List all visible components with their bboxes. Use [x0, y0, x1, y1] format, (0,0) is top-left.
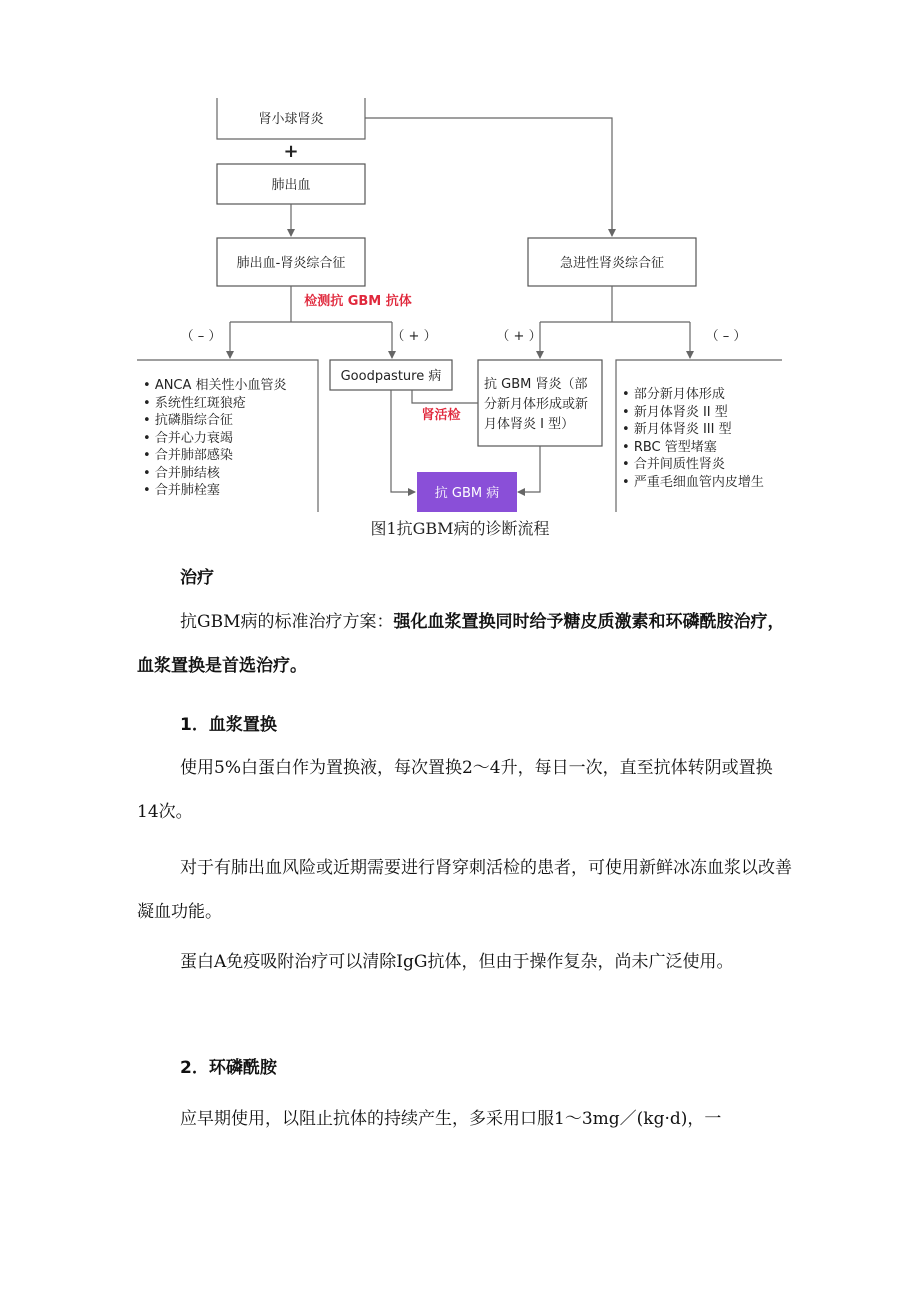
arrow-goodpasture-to-disease: [391, 390, 415, 492]
right-differential-list: [622, 386, 764, 491]
diagnosis-flowchart: [0, 0, 920, 520]
list-item: • 合并心力衰竭: [143, 430, 287, 448]
treatment-heading: 治疗: [180, 568, 214, 588]
section2-paragraph-1: 应早期使用，以阻止抗体的持续产生，多采用口服1～3mg／(kg·d)，一: [180, 1109, 722, 1129]
detect-antibody-label: 检测抗 GBM 抗体: [304, 294, 412, 309]
rpgn-negative-label: （ – ）: [705, 329, 747, 344]
figure-caption: 图1抗GBM病的诊断流程: [370, 519, 550, 538]
section1-paragraph-2: 对于有肺出血风险或近期需要进行肾穿刺活检的患者，可使用新鲜冰冻血浆以改善凝血功能。: [137, 858, 792, 922]
renal-biopsy-label: 肾活检: [421, 408, 461, 423]
goodpasture-label: Goodpasture 病: [340, 369, 442, 384]
section1-paragraph-3: 蛋白A免疫吸附治疗可以清除IgG抗体，但由于操作复杂，尚未广泛使用。: [180, 952, 734, 972]
rpgn-label: 急进性肾炎综合征: [559, 256, 665, 271]
list-item: • ANCA 相关性小血管炎: [143, 377, 287, 395]
plus-sign: +: [283, 141, 299, 162]
list-item: • 合并肺部感染: [143, 447, 287, 465]
list-item: • 抗磷脂综合征: [143, 412, 287, 430]
list-item: • 严重毛细血管内皮增生: [622, 474, 764, 492]
anti-gbm-nephritis-line-2: 分新月体形成或新: [484, 397, 589, 412]
rpgn-positive-label: （ + ）: [496, 329, 542, 344]
prs-negative-label: （ – ）: [180, 329, 222, 344]
section2-heading: 2．环磷酰胺: [180, 1058, 277, 1078]
list-item: • 新月体肾炎 III 型: [622, 421, 764, 439]
standard-treatment-paragraph: [137, 600, 792, 688]
connector-glomerulo-rpgn: [365, 118, 612, 230]
anti-gbm-nephritis-line-3: 月体肾炎 I 型）: [484, 417, 575, 432]
arrow-nephritis-to-disease: [518, 446, 540, 492]
list-item: • 合并肺栓塞: [143, 482, 287, 500]
anti-gbm-disease-label: 抗 GBM 病: [434, 486, 500, 501]
anti-gbm-nephritis-line-1: 抗 GBM 肾炎（部: [484, 377, 588, 392]
prs-positive-label: （ + ）: [391, 329, 437, 344]
rpgn-branch: [540, 286, 690, 322]
section1-paragraph-1: 使用5%白蛋白作为置换液，每次置换2～4升，每日一次，直至抗体转阴或置换14次。: [137, 758, 773, 822]
list-item: • 新月体肾炎 II 型: [622, 404, 764, 422]
biopsy-connector: [412, 390, 478, 403]
list-item: • 系统性红斑狼疮: [143, 395, 287, 413]
pulmonary-renal-syndrome-label: 肺出血-肾炎综合征: [236, 256, 346, 271]
list-item: • RBC 管型堵塞: [622, 439, 764, 457]
glomerulonephritis-label: 肾小球肾炎: [258, 112, 324, 127]
pulmonary-hemorrhage-label: 肺出血: [271, 178, 311, 193]
standard-intro: 抗GBM病的标准治疗方案：: [180, 612, 394, 632]
list-item: • 部分新月体形成: [622, 386, 764, 404]
list-item: • 合并肺结核: [143, 465, 287, 483]
left-differential-list: [143, 377, 287, 500]
list-item: • 合并间质性肾炎: [622, 456, 764, 474]
standard-bold: 强化血浆置换同时给予糖皮质激素和环磷酰胺治疗，血浆置换是首选治疗。: [137, 612, 785, 676]
section1-heading: 1．血浆置换: [180, 715, 277, 735]
